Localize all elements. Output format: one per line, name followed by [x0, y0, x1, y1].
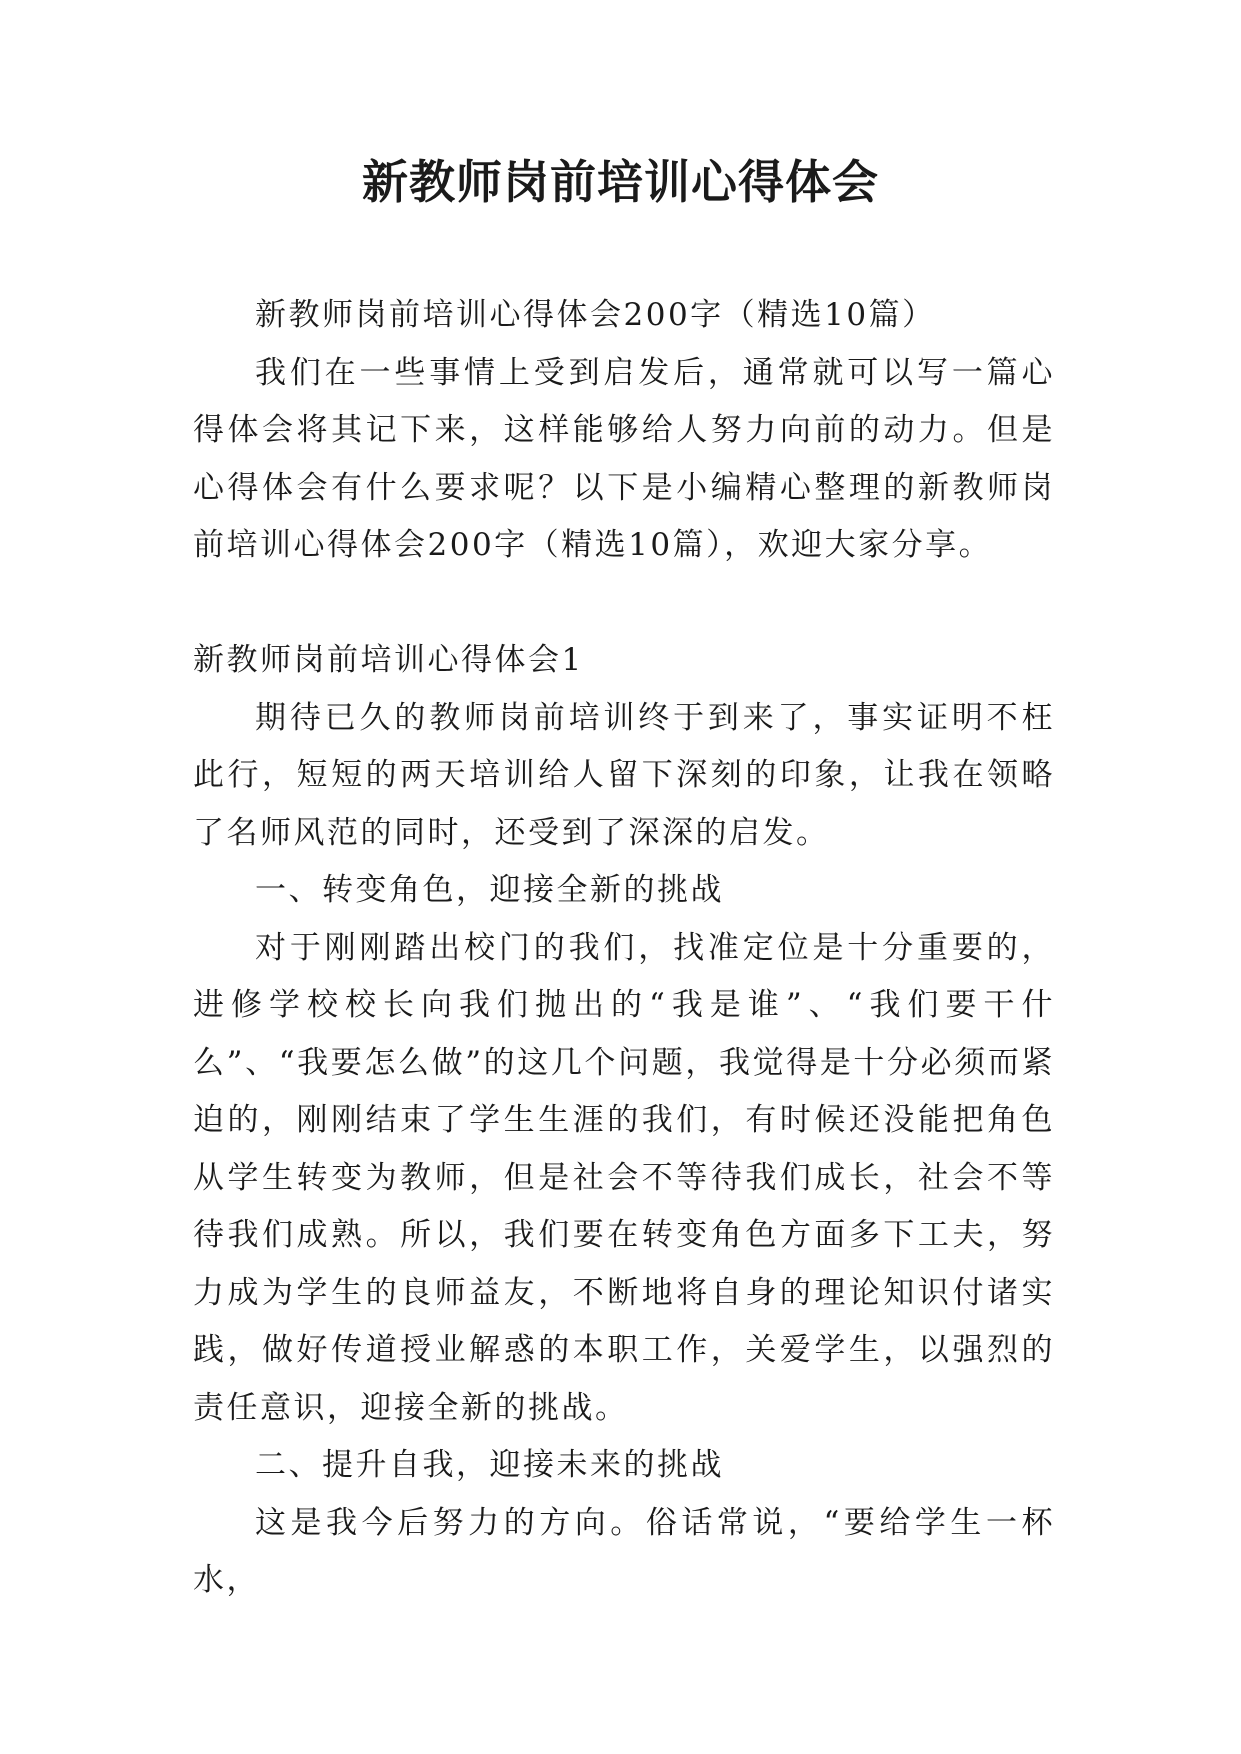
intro-paragraph: 我们在一些事情上受到启发后，通常就可以写一篇心得体会将其记下来，这样能够给人努力向前的动力。但是心得体会有什么要求呢？以下是小编精心整理的新教师岗前培训心得体会200字（精选10篇），欢迎大家分享。 — [193, 354, 1055, 563]
body-paragraph: 期待已久的教师岗前培训终于到来了，事实证明不枉此行，短短的两天培训给人留下深刻的印象，让我在领略了名师风范的同时，还受到了深深的启发。 — [193, 699, 1055, 851]
document-title: 新教师岗前培训心得体会 — [362, 155, 879, 209]
subheading-paragraph: 一、转变角色，迎接全新的挑战 — [255, 872, 724, 908]
subheading-paragraph: 二、提升自我，迎接未来的挑战 — [255, 1447, 724, 1483]
body-paragraph: 这是我今后努力的方向。俗话常说，“要给学生一杯水， — [193, 1504, 1055, 1598]
document-body — [193, 287, 1055, 1610]
section-heading: 新教师岗前培训心得体会1 — [193, 642, 584, 678]
subtitle-paragraph: 新教师岗前培训心得体会200字（精选10篇） — [255, 297, 936, 333]
body-paragraph: 对于刚刚踏出校门的我们，找准定位是十分重要的，进修学校校长向我们抛出的“我是谁”、“我们要干什么”、“我要怎么做”的这几个问题，我觉得是十分必须而紧迫的，刚刚结束了学生生涯的我们，有时候还没能把角色从学生转变为教师，但是社会不等待我们成长，社会不等待我们成熟。所以，我们要在转变角色方面多下工夫，努力成为学生的良师益友，不断地将自身的理论知识付诸实践，做好传道授业解惑的本职工作，关爱学生，以强烈的责任意识，迎接全新的挑战。 — [193, 929, 1055, 1426]
